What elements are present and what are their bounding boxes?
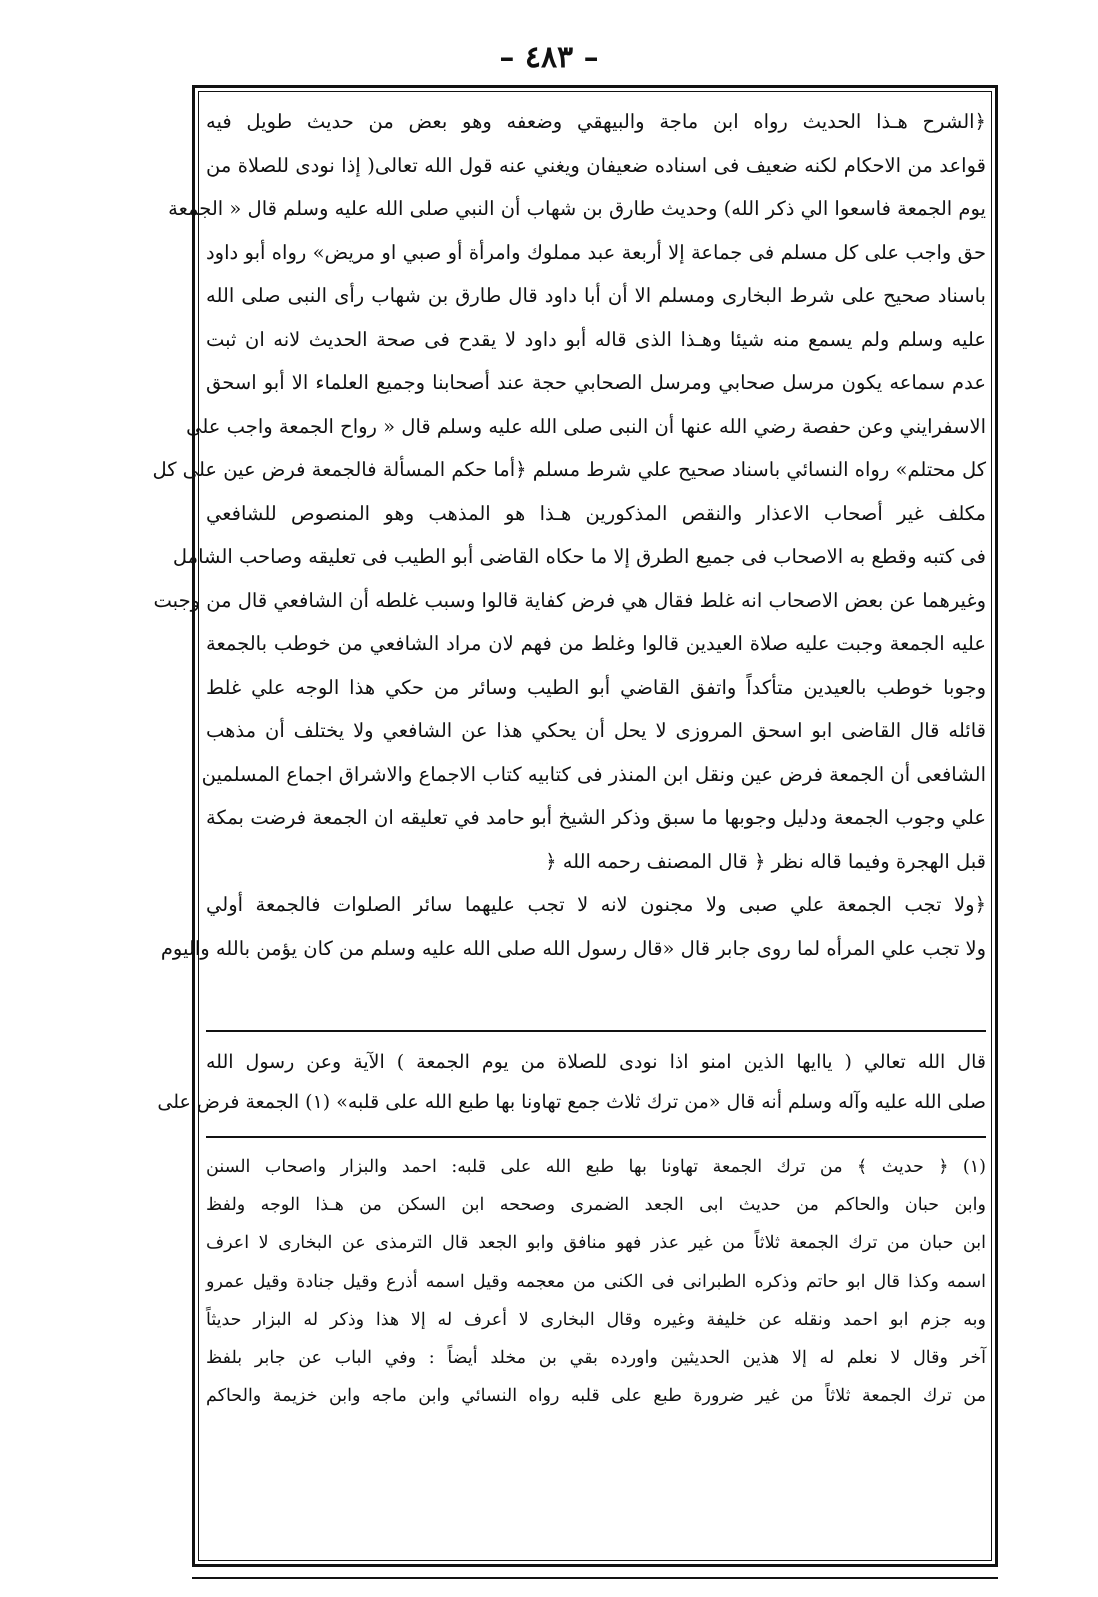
commentary-line: ﴿ولا تجب الجمعة علي صبى ولا مجنون لانه لا تجب عليهما سائر الصلوات فالجمعة أولي	[206, 893, 986, 916]
footnote-line: (١) ﴿ حديث ﴾ من ترك الجمعة تهاونا بها طبع الله على قلبه: احمد والبزار واصحاب السنن	[206, 1157, 986, 1177]
commentary-line: باسناد صحيح على شرط البخارى ومسلم الا أن أبا داود قال طارق بن شهاب رأى النبى صلى الله	[206, 284, 986, 307]
main-text-section	[157, 1042, 986, 1122]
commentary-line: حق واجب على كل مسلم فى جماعة إلا أربعة عبد مملوك وامرأة أو صبي او مريض» رواه أبو داود	[206, 240, 986, 264]
commentary-section	[152, 100, 986, 990]
commentary-line: ولا تجب علي المرأه لما روى جابر قال «قال رسول الله صلى الله عليه وسلم من كان يؤمن بالله واليوم	[160, 936, 986, 960]
commentary-line: فى كتبه وقطع به الاصحاب فى جميع الطرق إلا ما حكاه القاضى أبو الطيب فى تعليقه وصاحب الشامل	[172, 545, 986, 568]
commentary-line: كل محتلم» رواه النسائي باسناد صحيح علي شرط مسلم ﴿أما حكم المسألة فالجمعة فرض عين على كل	[152, 458, 986, 481]
main-text-line: قال الله تعالي ( ياايها الذين امنو اذا نودى للصلاة من يوم الجمعة ) الآية وعن رسول الله	[206, 1051, 986, 1073]
commentary-line: ﴿الشرح هـذا الحديث رواه ابن ماجة والبيهقي وضعفه وهو بعض من حديث طويل فيه	[206, 110, 986, 133]
footnote-line: ابن حبان من ترك الجمعة ثلاثاً من غير عذر فهو منافق وابو الجعد قال الترمذى عن البخارى لا اعرف	[206, 1233, 986, 1254]
footnote-line: اسمه وكذا قال ابو حاتم وذكره الطبرانى فى الكنى من معجمه وقيل اسمه أذرع وقيل جنادة وقيل عمرو	[206, 1271, 986, 1292]
footnote-line: وبه جزم ابو احمد ونقله عن خليفة وغيره وقال البخارى لا أعرف له إلا هذا وذكر له البزار حديثاً	[206, 1309, 986, 1330]
footnote-line: من ترك الجمعة ثلاثاً من غير ضرورة طبع على قلبه رواه النسائي وابن ماجه وابن خزيمة والحاكم	[206, 1386, 986, 1407]
commentary-line: الاسفرايني وعن حفصة رضي الله عنها أن النبى صلى الله عليه وسلم قال « رواح الجمعة واجب على	[186, 414, 986, 438]
commentary-line: عدم سماعه يكون مرسل صحابي ومرسل الصحابي حجة عند أصحابنا وجميع العلماء الا أبو اسحق	[206, 371, 986, 394]
bottom-rule	[192, 1577, 998, 1579]
commentary-line: علي وجوب الجمعة ودليل وجوبها ما سبق وذكر الشيخ أبو حامد في تعليقه ان الجمعة فرضت بمكة	[206, 806, 986, 829]
commentary-line: مكلف غير أصحاب الاعذار والنقص المذكورين هـذا هو المذهب وهو المنصوص للشافعي	[206, 501, 986, 525]
footnote-line: آخر وقال لا نعلم له إلا هذين الحديثين واورده بقي بن مخلد أيضاً : وفي الباب عن جابر بلفظ	[206, 1347, 986, 1368]
commentary-line: وجوبا خوطب بالعيدين متأكداً واتفق القاضي أبو الطيب وسائر من حكي هذا الوجه علي غلط	[206, 675, 986, 699]
commentary-line: الشافعى أن الجمعة فرض عين ونقل ابن المنذر فى كتابيه كتاب الاجماع والاشراق اجماع المسلمين	[201, 762, 986, 786]
commentary-line: قواعد من الاحكام لكنه ضعيف فى اسناده ضعيفان ويغني عنه قول الله تعالى( إذا نودى للصلاة من	[206, 153, 986, 177]
commentary-line: قبل الهجرة وفيما قاله نظر ﴿ قال المصنف رحمه الله ﴿	[545, 849, 986, 873]
section-divider	[206, 1030, 986, 1032]
commentary-line: عليه وسلم ولم يسمع منه شيئا وهـذا الذى قاله أبو داود لا يقدح فى صحة الحديث لانه ان ثبت	[206, 327, 986, 351]
main-text-line: صلى الله عليه وآله وسلم أنه قال «من ترك ثلاث جمع تهاونا بها طبع الله على قلبه» (١) الجمعة فرض على	[157, 1091, 986, 1113]
footnote-line: وابن حبان والحاكم من حديث ابى الجعد الضمرى وصححه ابن السكن من هـذا الوجه ولفظ	[206, 1195, 986, 1216]
commentary-line: وغيرهما عن بعض الاصحاب انه غلط فقال هي فرض كفاية قالوا وسبب غلطه أن الشافعي قال من وجبت	[153, 588, 986, 612]
commentary-line: يوم الجمعة فاسعوا الي ذكر الله) وحديث طارق بن شهاب أن النبي صلى الله عليه وسلم قال « الجمعة	[168, 197, 986, 220]
commentary-line: قائله قال القاضى ابو اسحق المروزى لا يحل أن يحكي هذا عن الشافعي ولا يختلف أن مذهب	[206, 719, 986, 742]
footnote-divider	[206, 1136, 986, 1138]
page-number: – ٤٨٣ –	[499, 40, 599, 75]
commentary-line: عليه الجمعة وجبت عليه صلاة العيدين قالوا وغلط من فهم لان مراد الشافعي من خوطب بالجمعة	[206, 632, 986, 655]
footnotes-section	[206, 1148, 986, 1553]
